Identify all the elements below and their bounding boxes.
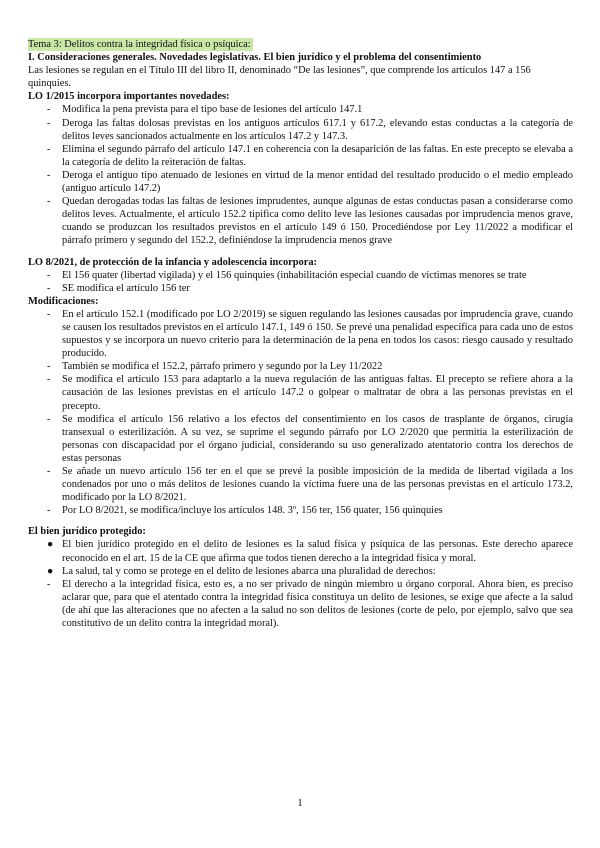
- list-item: - Deroga las faltas dolosas previstas en los antiguos artículos 617.1 y 617.2, elevando estas conductas a la categoría de delitos leves sancionados actualmente en los artículos 147.2 y 147.3.: [47, 117, 573, 142]
- intro-paragraph: Las lesiones se regulan en el Título III del libro II, denominado “De las lesiones”, que comprende los artículos 147 a 156 quinquies.: [28, 65, 531, 90]
- dash-marker: -: [47, 505, 51, 517]
- list-item: - El 156 quater (libertad vigilada) y el 156 quinquies (inhabilitación especial cuando de víctimas menores se trate: [47, 269, 527, 281]
- list-item: - Por LO 8/2021, se modifica/incluye los artículos 148. 3º, 156 ter, 156 quater, 156 quinquies: [47, 505, 443, 517]
- lo8-list: [28, 269, 573, 295]
- list-item: - En el artículo 152.1 (modificado por LO 2/2019) se siguen regulando las lesiones causadas por imprudencia grave, cuando se causen los resultados previstos en el artículo 147.1, 149 ó 150. Se prevé una penalidad específica para cada uno de estos supuestos y se incorpora un nuevo criterio para la determinación de la pena en todos los casos: riesgo causado y resultado producido.: [47, 308, 573, 360]
- dash-marker: -: [47, 117, 51, 129]
- list-item: - Se añade un nuevo artículo 156 ter en el que se prevé la posible imposición de la medida de libertad vigilada a los condenados por uno o más delitos de lesiones cuando la víctima fuere una de las personas previstas en el artículo 173.2, modificado por la LO 8/2021.: [47, 466, 573, 504]
- list-item: - SE modifica el artículo 156 ter: [47, 282, 190, 294]
- dash-marker: -: [47, 578, 51, 590]
- legal-good-heading: El bien jurídico protegido:: [28, 526, 146, 538]
- lo1-list: [28, 103, 573, 247]
- list-item: ● La salud, tal y como se protege en el delito de lesiones abarca una pluralidad de derechos:: [47, 565, 436, 577]
- lo1-heading: LO 1/2015 incorpora importantes novedades:: [28, 91, 230, 103]
- list-item: - Modifica la pena prevista para el tipo base de lesiones del artículo 147.1: [47, 104, 363, 116]
- dash-marker: -: [47, 361, 51, 373]
- dash-marker: -: [47, 413, 51, 425]
- list-item: - Se modifica el artículo 156 relativo a los efectos del consentimiento en los casos de trasplante de órganos, cirugía transexual o esterilización. A su vez, se suprime el segundo párrafo por LO 2/2020 que permitía la esterilización de personas con discapacidad por el órgano judicial, considerando su uso generalizado atentatorio contra los derechos de estas personas: [47, 413, 573, 464]
- list-item: - Se modifica el artículo 153 para adaptarlo a la nueva regulación de las antiguas faltas. El precepto se refiere ahora a la causación de las lesiones previstas en el artículo 147.2 o golpear o maltratar de obra a las personas previstas en el precepto.: [47, 374, 573, 412]
- list-item: ● El bien jurídico protegido en el delito de lesiones es la salud física y psíquica de las personas. Este derecho aparece reconocido en el art. 15 de la CE que afirma que todos tienen derecho a la integridad física y moral.: [47, 539, 573, 564]
- bullet-marker: ●: [47, 539, 54, 551]
- page-number: 1: [297, 797, 303, 809]
- list-item: - Elimina el segundo párrafo del artículo 147.1 en coherencia con la desaparición de las faltas. En este precepto se elevaba a la categoría de delito la reiteración de faltas.: [47, 143, 573, 168]
- dash-marker: -: [47, 282, 51, 294]
- bullet-marker: ●: [47, 565, 54, 577]
- modifications-list: [28, 308, 573, 518]
- dash-marker: -: [47, 308, 51, 320]
- section-heading: I. Consideraciones generales. Novedades legislativas. El bien jurídico y el problema del consentimiento: [28, 52, 482, 64]
- dash-marker: -: [47, 269, 51, 281]
- list-item: - También se modifica el 152.2, párrafo primero y segundo por la Ley 11/2022: [47, 361, 383, 373]
- dash-marker: -: [47, 196, 51, 208]
- document-page: [28, 38, 573, 630]
- dash-marker: -: [47, 169, 51, 181]
- dash-marker: -: [47, 374, 51, 386]
- list-item: - Quedan derogadas todas las faltas de lesiones imprudentes, aunque algunas de estas conductas pasan a considerarse como delitos leves. Actualmente, el artículo 152.2 tipifica como delito leve las lesiones causadas por imprudencia menos grave, cuando se produzcan los resultados previstos en el artículo 149 ó 150. Procediéndose por Ley 11/2022 a modificar el párrafo primero y segundo del 152.2, definiéndose la imprudencia menos grave: [47, 196, 573, 247]
- legal-good-list: [28, 538, 573, 630]
- dash-marker: -: [47, 104, 51, 116]
- list-item: - El derecho a la integridad física, esto es, a no ser privado de ningún miembro u órgano corporal. Ahora bien, es preciso aclarar que, para que el atentado contra la integridad física constituya un delito de lesiones, se exige que afecte a la salud (de ahí que las alteraciones que no afecten a la salud no son delitos de lesiones (corte de pelo, por ejemplo, salvo que sea constitutivo de un delito contra la integridad moral).: [47, 578, 573, 630]
- list-item: - Deroga el antiguo tipo atenuado de lesiones en virtud de la menor entidad del resultado producido o el medio empleado (antiguo artículo 147.2): [47, 169, 573, 195]
- title-highlight: Tema 3: Delitos contra la integridad física o psíquica:: [28, 39, 251, 50]
- modifications-heading: Modificaciones:: [28, 295, 99, 307]
- lo8-heading: LO 8/2021, de protección de la infancia y adolescencia incorpora:: [28, 256, 317, 268]
- document-title: [28, 38, 573, 51]
- dash-marker: -: [47, 143, 51, 155]
- dash-marker: -: [47, 466, 51, 477]
